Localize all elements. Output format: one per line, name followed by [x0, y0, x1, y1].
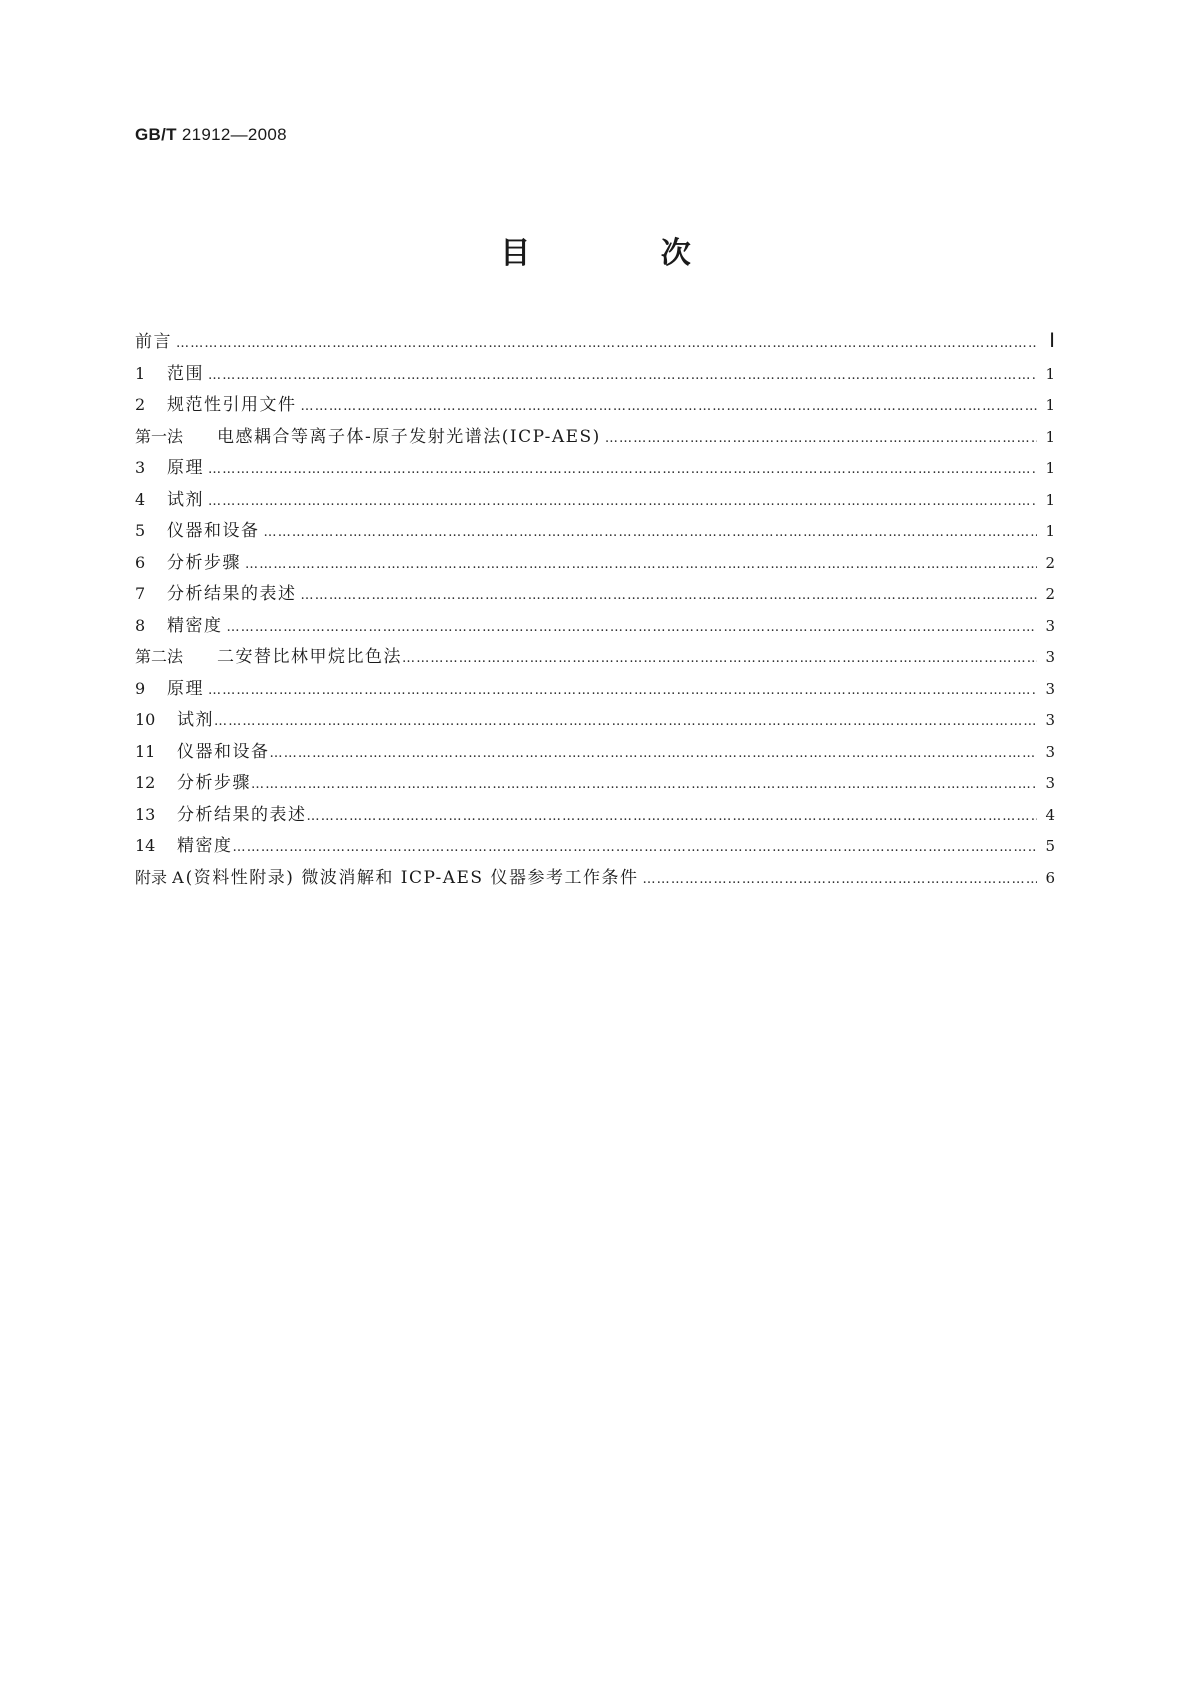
toc-entry-page: 2 — [1045, 585, 1055, 603]
toc-entry-label: 仪器和设备 — [167, 521, 260, 541]
leader-dots — [642, 864, 1037, 896]
toc-entry-page: 1 — [1045, 364, 1055, 383]
toc-entry[interactable] — [135, 704, 1055, 736]
toc-entry-number: 4 — [135, 489, 146, 509]
toc-entry-page: Ⅰ — [1049, 330, 1055, 352]
toc-entry-label: 分析步骤 — [177, 773, 251, 793]
toc-entry-label: 分析步骤 — [167, 552, 241, 573]
toc-entry-page: 1 — [1045, 490, 1055, 509]
toc-entry-number: 第一法 — [135, 426, 184, 446]
standard-code-number: 21912—2008 — [181, 125, 287, 144]
toc-entry[interactable] — [135, 610, 1055, 642]
page-title: 目 次 — [500, 236, 751, 271]
toc-entry[interactable] — [135, 767, 1055, 799]
leader-dots — [208, 454, 1037, 486]
leader-dots — [233, 832, 1038, 864]
toc-entry[interactable] — [135, 389, 1055, 421]
toc-entry-label: 试剂 — [177, 710, 214, 730]
toc-entry[interactable] — [135, 484, 1055, 516]
leader-dots — [208, 675, 1037, 707]
toc-entry-page: 1 — [1045, 427, 1055, 446]
toc-entry-label: 原理 — [167, 678, 204, 699]
toc-entry-page: 1 — [1045, 459, 1055, 477]
toc-entry-method-1[interactable] — [135, 421, 1055, 453]
toc-entry-page: 3 — [1045, 648, 1055, 666]
toc-entry[interactable] — [135, 830, 1055, 862]
toc-entry-page: 1 — [1045, 522, 1055, 540]
toc-entry-label: 仪器和设备 — [177, 741, 270, 762]
toc-entry-page: 3 — [1045, 616, 1055, 635]
toc-entry-number: 12 — [135, 773, 156, 792]
toc-entry-label: 二安替比林甲烷比色法 — [217, 647, 402, 667]
leader-dots — [208, 486, 1037, 518]
toc-entry-page: 5 — [1045, 837, 1055, 855]
table-of-contents — [135, 326, 1055, 893]
toc-entry-label: 分析结果的表述 — [167, 584, 297, 604]
toc-entry-label: 原理 — [167, 458, 204, 478]
toc-entry-label: 精密度 — [167, 615, 223, 636]
toc-entry[interactable] — [135, 799, 1055, 831]
toc-entry-number: 附录 A — [135, 867, 184, 887]
leader-dots — [264, 517, 1038, 549]
toc-entry-label: 试剂 — [167, 489, 204, 510]
toc-entry-number: 9 — [135, 678, 146, 698]
toc-entry-number: 8 — [135, 615, 146, 635]
toc-entry-page: 1 — [1045, 396, 1055, 414]
toc-entry-number: 2 — [135, 395, 146, 414]
toc-entry-label: 分析结果的表述 — [177, 804, 307, 825]
toc-entry-number: 11 — [135, 741, 156, 761]
toc-entry-label: 电感耦合等离子体-原子发射光谱法(ICP-AES) — [217, 426, 601, 447]
toc-entry-label: 前言 — [135, 332, 172, 352]
standard-code — [135, 125, 287, 145]
toc-entry[interactable] — [135, 452, 1055, 484]
leader-dots — [402, 643, 1037, 675]
toc-entry-page: 2 — [1045, 553, 1055, 572]
leader-dots — [251, 769, 1037, 801]
leader-dots — [208, 360, 1037, 392]
toc-entry[interactable] — [135, 547, 1055, 579]
toc-entry-number: 10 — [135, 710, 156, 729]
toc-entry[interactable] — [135, 515, 1055, 547]
leader-dots — [605, 423, 1037, 455]
toc-entry[interactable] — [135, 736, 1055, 768]
toc-entry-foreword[interactable] — [135, 326, 1055, 358]
toc-entry-page: 3 — [1045, 711, 1055, 729]
toc-entry-number: 7 — [135, 584, 146, 603]
leader-dots — [227, 612, 1038, 644]
toc-entry[interactable] — [135, 578, 1055, 610]
leader-dots — [307, 801, 1038, 833]
toc-entry-page: 3 — [1045, 679, 1055, 698]
leader-dots — [301, 580, 1038, 612]
leader-dots — [245, 549, 1037, 581]
toc-entry-number: 5 — [135, 521, 146, 540]
toc-entry-number: 6 — [135, 552, 146, 572]
toc-entry-label: 范围 — [167, 363, 204, 384]
leader-dots — [214, 706, 1037, 738]
toc-entry-method-2[interactable] — [135, 641, 1055, 673]
standard-code-prefix: GB/T — [135, 125, 177, 144]
toc-entry-page: 3 — [1045, 774, 1055, 792]
leader-dots — [301, 391, 1038, 423]
toc-entry-label: (资料性附录) 微波消解和 ICP-AES 仪器参考工作条件 — [185, 867, 639, 888]
toc-entry-page: 4 — [1045, 805, 1055, 824]
toc-entry-annex-a[interactable] — [135, 862, 1055, 894]
toc-entry-page: 6 — [1045, 868, 1055, 887]
toc-entry[interactable] — [135, 673, 1055, 705]
leader-dots — [270, 738, 1038, 770]
toc-entry-number: 3 — [135, 458, 146, 477]
toc-entry-label: 精密度 — [177, 836, 233, 856]
toc-entry-number: 1 — [135, 363, 146, 383]
toc-entry-number: 第二法 — [135, 647, 184, 666]
toc-entry[interactable] — [135, 358, 1055, 390]
toc-entry-page: 3 — [1045, 742, 1055, 761]
toc-entry-number: 14 — [135, 836, 156, 855]
leader-dots — [176, 328, 1037, 360]
toc-entry-label: 规范性引用文件 — [167, 395, 297, 415]
toc-entry-number: 13 — [135, 804, 156, 824]
